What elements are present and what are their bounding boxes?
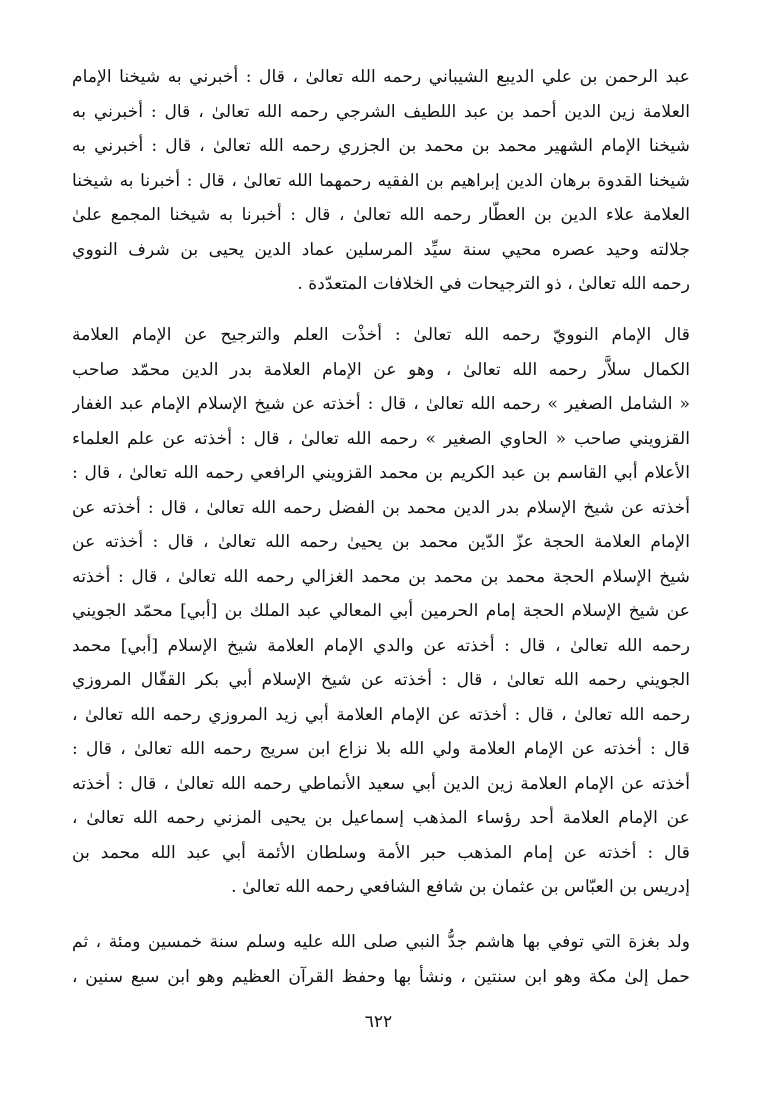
text-line: عن الإمام العلامة أحد رؤساء المذهب إسماعيل بن يحيى المزني رحمه الله تعالىٰ ، <box>72 808 690 828</box>
text-line: أخذته عن الإمام العلامة زين الدين أبي سعيد الأنماطي رحمه الله تعالىٰ ، قال : أخذته <box>72 773 690 794</box>
text-line: عن شيخ الإسلام الحجة إمام الحرمين أبي المعالي عبد الملك بن [أبي] محمّد الجويني <box>72 601 690 621</box>
text-line: جلالته وحيد عصره محيي سنة سيِّد المرسلين عماد الدين يحيى بن شرف النووي <box>72 239 690 260</box>
text-line: الكمال سلاَّر رحمه الله تعالىٰ ، وهو عن الإمام العلامة بدر الدين محمّد صاحب <box>72 359 690 380</box>
text-line: « الشامل الصغير » رحمه الله تعالىٰ ، قال : أخذته عن شيخ الإسلام الإمام عبد الغفار <box>72 394 690 414</box>
text-line: العلامة علاء الدين بن العطّار رحمه الله تعالىٰ ، قال : أخبرنا به شيخنا المجمع علىٰ <box>72 205 690 225</box>
text-line: قال : أخذته عن إمام المذهب حبر الأمة وسلطان الأئمة أبي عبد الله محمد بن <box>72 842 690 863</box>
text-line: الأعلام أبي القاسم بن عبد الكريم بن محمد القزويني الرافعي رحمه الله تعالىٰ ، قال : <box>72 463 690 483</box>
paragraph-isnad-chain <box>72 60 690 302</box>
text-line: الإمام العلامة الحجة عزّ الدّين محمد بن يحيىٰ رحمه الله تعالىٰ ، قال : أخذته عن <box>72 532 690 552</box>
text-line: إدريس بن العبّاس بن عثمان بن شافع الشافعي رحمه الله تعالىٰ . <box>231 877 690 897</box>
page-number: ٦٢٢ <box>364 1012 393 1032</box>
text-line: قال الإمام النوويّ رحمه الله تعالىٰ : أخذْت العلم والترجيح عن الإمام العلامة <box>72 325 690 345</box>
text-line: القزويني صاحب « الحاوي الصغير » رحمه الله تعالىٰ ، قال : أخذته عن علم العلماء <box>72 428 690 449</box>
text-line: قال : أخذته عن الإمام العلامة ولي الله بلا نزاع ابن سريج رحمه الله تعالىٰ ، قال : <box>72 739 690 759</box>
text-line: شيخنا القدوة برهان الدين إبراهيم بن الفقيه رحمهما الله تعالىٰ ، قال : أخبرنا به شيخنا <box>72 170 690 191</box>
text-line: حمل إلىٰ مكة وهو ابن سنتين ، ونشأ بها وحفظ القرآن العظيم وهو ابن سبع سنين ، <box>72 966 690 987</box>
text-line: رحمه الله تعالىٰ ، قال : أخذته عن الإمام العلامة أبي زيد المروزي رحمه الله تعالىٰ ، <box>72 704 690 725</box>
text-line: ولد بغزة التي توفي بها هاشم جدُّ النبي صلى الله عليه وسلم سنة خمسين ومئة ، ثم <box>72 932 690 952</box>
text-line: الجويني رحمه الله تعالىٰ ، قال : أخذته عن شيخ الإسلام أبي بكر القفّال المروزي <box>72 670 690 690</box>
paragraph-biography <box>72 925 690 994</box>
text-line: شيخنا الإمام الشهير محمد بن محمد بن الجزري رحمه الله تعالىٰ ، قال : أخبرني به <box>72 136 690 156</box>
text-line: عبد الرحمن بن علي الديبع الشيباني رحمه الله تعالىٰ ، قال : أخبرني به شيخنا الإمام <box>72 67 690 87</box>
paragraph-nawawi-chain <box>72 318 690 905</box>
text-line: رحمه الله تعالىٰ ، ذو الترجيحات في الخلافات المتعدّدة . <box>297 274 690 294</box>
text-line: رحمه الله تعالىٰ ، قال : أخذته عن والدي الإمام العلامة شيخ الإسلام [أبي] محمد <box>72 635 690 656</box>
text-line: أخذته عن شيخ الإسلام بدر الدين محمد بن الفضل رحمه الله تعالىٰ ، قال : أخذته عن <box>72 497 690 518</box>
text-line: شيخ الإسلام الحجة محمد بن محمد بن محمد الغزالي رحمه الله تعالىٰ ، قال : أخذته <box>72 566 690 587</box>
text-line: العلامة زين الدين أحمد بن عبد اللطيف الشرجي رحمه الله تعالىٰ ، قال : أخبرني به <box>72 101 690 122</box>
